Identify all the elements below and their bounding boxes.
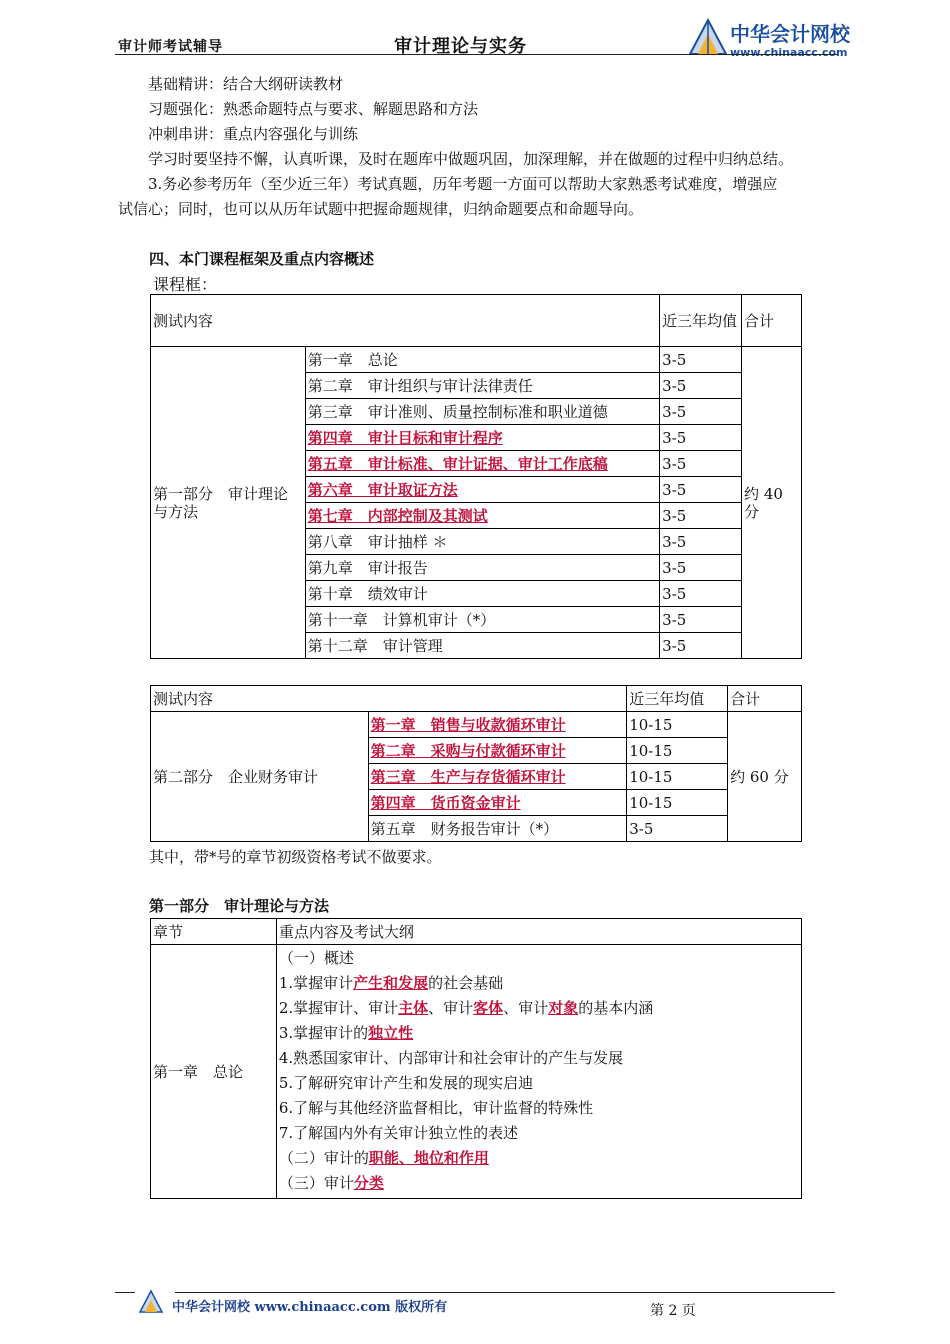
outline-key-term: 产生和发展	[353, 974, 429, 992]
header-left-title: 审计师考试辅导	[118, 39, 223, 55]
t1-avg-cell: 3-5	[660, 373, 742, 399]
t1-avg-cell: 3-5	[660, 633, 742, 659]
t1-chapter-cell: 第十一章 计算机审计（*）	[305, 607, 659, 633]
t3-chapter-name: 第一章 总论	[151, 945, 277, 1199]
course-table-part1	[150, 294, 802, 659]
t1-avg-cell: 3-5	[660, 555, 742, 581]
part1-title: 第一部分 审计理论与方法	[149, 897, 330, 915]
t1-avg-cell: 3-5	[660, 477, 742, 503]
course-table-part2	[150, 685, 802, 842]
t1-part-name: 第一部分 审计理论与方法	[151, 347, 306, 659]
outline-table-chapter1	[150, 918, 802, 1199]
course-frame-label: 课程框：	[153, 275, 218, 294]
outline-text: 、审计	[503, 999, 549, 1017]
header-divider	[115, 54, 837, 55]
intro-line-1: 基础精讲：结合大纲研读教材	[148, 75, 344, 93]
footer-divider-right	[175, 1292, 835, 1293]
t1-avg-cell: 3-5	[660, 451, 742, 477]
t1-total: 约 40 分	[742, 347, 802, 659]
outline-line	[279, 996, 799, 1021]
outline-key-term: 对象	[548, 999, 579, 1017]
footer-copyright: 中华会计网校 www.chinaacc.com 版权所有	[172, 1300, 448, 1315]
outline-text: 1.掌握审计	[278, 974, 354, 992]
t1-chapter-cell: 第十章 绩效审计	[305, 581, 659, 607]
outline-text: 6.了解与其他经济监督相比，审计监督的特殊性	[278, 1099, 594, 1117]
outline-line	[279, 1071, 799, 1096]
outline-text: （一）概述	[278, 949, 354, 967]
brand-logo	[686, 14, 866, 64]
note-text: 其中，带*号的章节初级资格考试不做要求。	[149, 848, 442, 866]
logo-url: www.chinaacc.com	[730, 46, 848, 59]
t3-header-chapter: 章节	[151, 919, 277, 945]
t1-avg-cell: 3-5	[660, 581, 742, 607]
t2-chapter-cell: 第五章 财务报告审计（*）	[368, 816, 627, 842]
outline-line	[279, 946, 799, 971]
t1-chapter-cell: 第五章 审计标准、审计证据、审计工作底稿	[305, 451, 659, 477]
t1-header-total: 合计	[742, 295, 802, 347]
outline-text: 5.了解研究审计产生和发展的现实启迪	[278, 1074, 534, 1092]
t2-avg-cell: 10-15	[627, 712, 728, 738]
t1-header-avg: 近三年均值	[660, 295, 742, 347]
outline-key-term: 客体	[473, 999, 504, 1017]
outline-line	[279, 1121, 799, 1146]
t2-chapter-cell: 第四章 货币资金审计	[368, 790, 627, 816]
t2-chapter-cell: 第一章 销售与收款循环审计	[368, 712, 627, 738]
t1-avg-cell: 3-5	[660, 347, 742, 373]
t1-chapter-cell: 第九章 审计报告	[305, 555, 659, 581]
intro-line-5: 3.务必参考历年（至少近三年）考试真题，历年考题一方面可以帮助大家熟悉考试难度，增强应	[148, 175, 778, 193]
outline-text: 、审计	[428, 999, 474, 1017]
logo-icon	[686, 14, 730, 58]
t2-total: 约 60 分	[728, 712, 802, 842]
t3-outline-content	[276, 945, 801, 1199]
outline-text: 7.了解国内外有关审计独立性的表述	[278, 1124, 519, 1142]
outline-line	[279, 1096, 799, 1121]
outline-text: 3.掌握审计的	[278, 1024, 369, 1042]
t1-avg-cell: 3-5	[660, 399, 742, 425]
t1-header-content: 测试内容	[151, 295, 660, 347]
outline-line	[279, 1046, 799, 1071]
outline-text: 4.熟悉国家审计、内部审计和社会审计的产生与发展	[278, 1049, 624, 1067]
t1-chapter-cell: 第二章 审计组织与审计法律责任	[305, 373, 659, 399]
t2-chapter-cell: 第二章 采购与付款循环审计	[368, 738, 627, 764]
t2-avg-cell: 3-5	[627, 816, 728, 842]
t1-chapter-cell: 第一章 总论	[305, 347, 659, 373]
outline-text: 2.掌握审计、审计	[278, 999, 399, 1017]
outline-line	[279, 971, 799, 996]
t1-avg-cell: 3-5	[660, 503, 742, 529]
t1-avg-cell: 3-5	[660, 607, 742, 633]
t2-header-total: 合计	[728, 686, 802, 712]
intro-line-2: 习题强化：熟悉命题特点与要求、解题思路和方法	[148, 100, 479, 118]
outline-key-term: 主体	[398, 999, 429, 1017]
outline-line	[279, 1146, 799, 1171]
t1-chapter-cell: 第十二章 审计管理	[305, 633, 659, 659]
t1-chapter-cell: 第四章 审计目标和审计程序	[305, 425, 659, 451]
intro-line-3: 冲刺串讲：重点内容强化与训练	[148, 125, 359, 143]
t1-chapter-cell: 第七章 内部控制及其测试	[305, 503, 659, 529]
outline-line	[279, 1171, 799, 1196]
t3-header-content: 重点内容及考试大纲	[276, 919, 801, 945]
t2-part-name: 第二部分 企业财务审计	[151, 712, 369, 842]
outline-text: （三）审计	[278, 1174, 354, 1192]
t1-chapter-cell: 第八章 审计抽样 ＊	[305, 529, 659, 555]
table-row	[151, 712, 802, 738]
t2-header-avg: 近三年均值	[627, 686, 728, 712]
outline-key-term: 职能、地位和作用	[368, 1149, 489, 1167]
logo-name: 中华会计网校	[730, 22, 850, 46]
outline-key-term: 分类	[353, 1174, 384, 1192]
intro-line-4: 学习时要坚持不懈，认真听课，及时在题库中做题巩固，加深理解，并在做题的过程中归纳总结。	[148, 150, 794, 168]
outline-text: 的社会基础	[428, 974, 504, 992]
t2-header-content: 测试内容	[151, 686, 627, 712]
section-4-title: 四、本门课程框架及重点内容概述	[149, 250, 375, 268]
t2-avg-cell: 10-15	[627, 790, 728, 816]
intro-line-6: 试信心；同时，也可以从历年试题中把握命题规律，归纳命题要点和命题导向。	[118, 200, 644, 218]
outline-key-term: 独立性	[368, 1024, 414, 1042]
page-number: 第 2 页	[650, 1303, 696, 1319]
footer-divider-left	[115, 1292, 135, 1293]
t1-avg-cell: 3-5	[660, 425, 742, 451]
t1-chapter-cell: 第三章 审计准则、质量控制标准和职业道德	[305, 399, 659, 425]
outline-line	[279, 1021, 799, 1046]
t2-chapter-cell: 第三章 生产与存货循环审计	[368, 764, 627, 790]
table-row	[151, 347, 802, 373]
t2-avg-cell: 10-15	[627, 764, 728, 790]
outline-text: 的基本内涵	[578, 999, 654, 1017]
header-center-title: 审计理论与实务	[394, 36, 527, 57]
t2-avg-cell: 10-15	[627, 738, 728, 764]
t1-avg-cell: 3-5	[660, 529, 742, 555]
footer-logo-icon	[138, 1288, 164, 1314]
outline-text: （二）审计的	[278, 1149, 369, 1167]
t1-chapter-cell: 第六章 审计取证方法	[305, 477, 659, 503]
